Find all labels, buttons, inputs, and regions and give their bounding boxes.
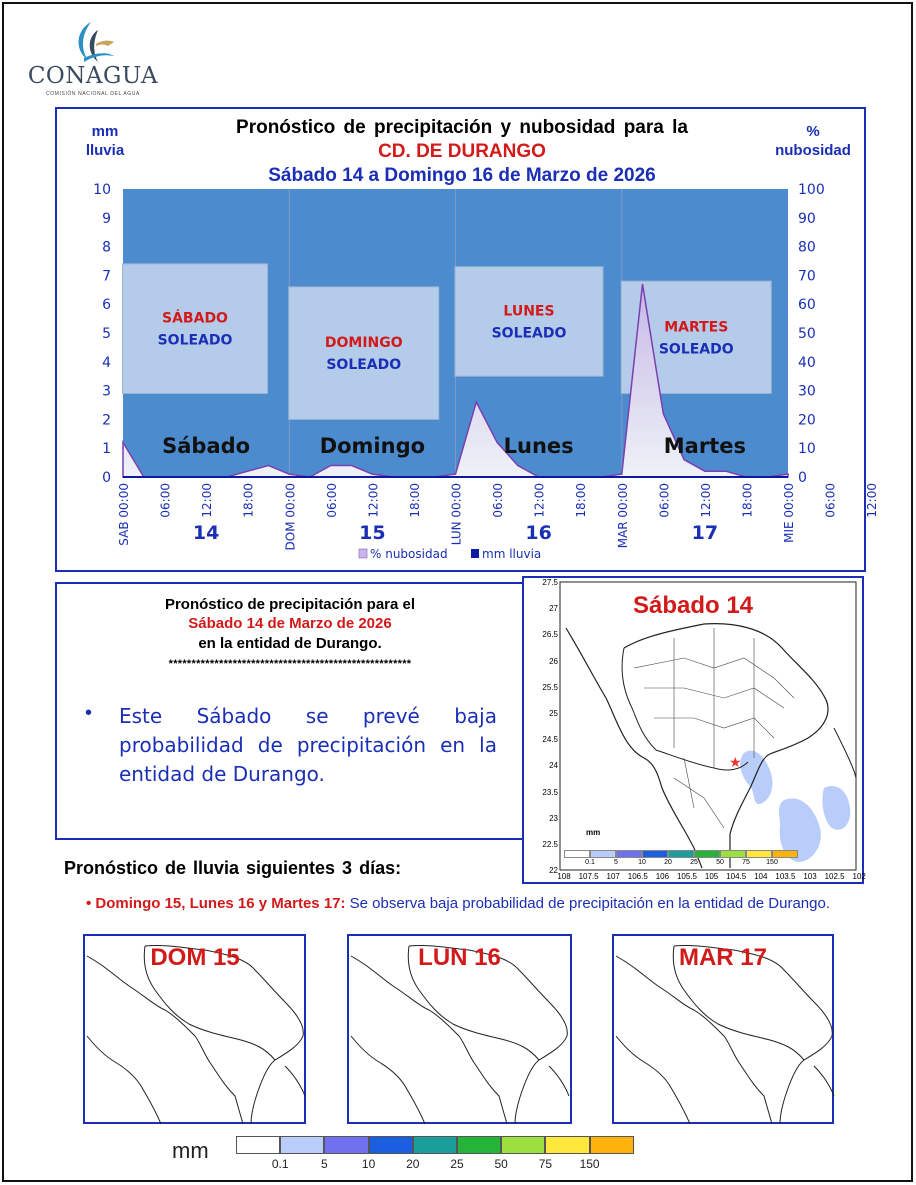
legend-label: 150 — [579, 1157, 600, 1171]
state-map-ytick: 22.5 — [542, 840, 558, 849]
y-tick-label: 8 — [102, 239, 111, 256]
state-map-scale-label: 150 — [766, 859, 778, 866]
chart-title: Pronóstico de precipitación y nubosidad para la — [236, 117, 688, 138]
x-tick-label: LUN 00:00 — [449, 483, 464, 546]
legend-swatch — [457, 1136, 501, 1154]
day-card — [123, 264, 268, 394]
state-map-xtick: 106 — [655, 872, 670, 881]
legend-label: 25 — [450, 1157, 464, 1171]
state-map-xtick: 103.5 — [775, 872, 796, 881]
state-map-xtick: 104 — [754, 872, 768, 881]
state-map-scale-label: 50 — [716, 859, 724, 866]
day-name-label: Lunes — [503, 434, 574, 458]
state-map-scale-label: 5 — [614, 859, 618, 866]
x-tick-label: 12:00 — [698, 483, 713, 518]
durango-star-icon: ★ — [729, 755, 742, 771]
state-map-unit: mm — [586, 828, 601, 837]
state-precip-map — [524, 578, 864, 884]
map-title-lun: LUN 16 — [418, 944, 501, 971]
y-tick-label: 9 — [102, 210, 111, 227]
state-map-ytick: 27.5 — [542, 578, 558, 587]
state-map-ytick: 27 — [549, 604, 558, 614]
state-map-xtick: 102.5 — [824, 872, 845, 881]
y2-tick-label: 50 — [798, 326, 816, 342]
legend-swatch — [369, 1136, 413, 1154]
state-map-scale-label: 0.1 — [585, 859, 595, 866]
state-map-scale-swatch — [668, 850, 694, 858]
separator-stars: ***************************************************** — [168, 658, 412, 670]
map-dom-15 — [83, 934, 306, 1124]
logo-emblem-icon — [18, 18, 168, 68]
y2-tick-label: 10 — [798, 441, 816, 458]
state-map-xtick: 105 — [704, 872, 719, 881]
day-card — [455, 267, 603, 376]
state-map-ytick: 22 — [549, 866, 558, 876]
legend-label: 75 — [538, 1157, 553, 1171]
state-map-ytick: 24.5 — [542, 735, 558, 745]
state-map-ytick: 23.5 — [542, 787, 558, 797]
y2-tick-label: 40 — [798, 354, 816, 371]
day-number-label: 16 — [525, 522, 552, 544]
x-tick-label: 12:00 — [200, 483, 215, 518]
state-map-xtick: 107.5 — [578, 872, 599, 881]
state-map-ytick: 23 — [549, 813, 558, 823]
legend-swatch — [501, 1136, 545, 1154]
x-tick-label: SAB 00:00 — [117, 483, 131, 546]
y2-tick-label: 30 — [798, 383, 816, 400]
state-map-panel — [522, 576, 864, 884]
map-title-dom: DOM 15 — [150, 944, 240, 971]
y-tick-label: 7 — [102, 268, 111, 285]
x-tick-label: 18:00 — [407, 483, 422, 518]
card-day-label: SÁBADO — [162, 310, 228, 327]
y2-tick-label: 80 — [798, 239, 816, 256]
x-tick-label: 12:00 — [532, 483, 547, 518]
x-tick-label: 06:00 — [491, 483, 506, 518]
x-tick-label: 12:00 — [366, 483, 381, 518]
legend-label: 10 — [361, 1157, 376, 1171]
state-map-title: Sábado 14 — [632, 592, 754, 619]
state-map-xtick: 104.5 — [726, 872, 747, 881]
state-map-scale-swatch — [590, 850, 616, 858]
x-tick-label: 06:00 — [324, 483, 339, 518]
day-number-label: 15 — [359, 522, 386, 544]
y-tick-label: 1 — [102, 441, 111, 458]
legend-swatch — [545, 1136, 589, 1154]
bullet-icon: • — [85, 702, 93, 724]
next-days-text — [86, 894, 846, 913]
y2-tick-label: 20 — [798, 412, 816, 429]
y-tick-label: 6 — [102, 297, 111, 314]
day-number-label: 17 — [691, 522, 719, 544]
legend-swatch — [280, 1136, 324, 1154]
y-tick-label: 5 — [102, 326, 111, 342]
legend-swatch — [324, 1136, 368, 1154]
y-tick-label: 4 — [102, 354, 111, 371]
state-map-ytick: 24 — [549, 761, 558, 771]
x-tick-label: MAR 00:00 — [615, 483, 630, 549]
y-tick-label: 2 — [102, 412, 111, 429]
x-tick-label: 18:00 — [241, 483, 256, 518]
legend-label: 20 — [406, 1157, 420, 1171]
next-days-label: Domingo 15, Lunes 16 y Martes 17: — [95, 895, 346, 912]
card-day-label: DOMINGO — [324, 335, 403, 352]
day-name-label: Martes — [663, 434, 746, 458]
day-number-label: 14 — [192, 522, 220, 544]
legend-swatch — [236, 1136, 280, 1154]
legend-unit: mm — [172, 1138, 209, 1163]
y2-tick-label: 0 — [798, 470, 807, 486]
map-lun-16 — [347, 934, 572, 1124]
forecast-chart — [57, 169, 880, 569]
card-sky-label: SOLEADO — [326, 357, 402, 374]
state-map-scale-swatch — [564, 850, 590, 858]
state-map-scale-label: 20 — [664, 859, 672, 866]
x-tick-label: 06:00 — [823, 483, 838, 518]
state-map-scale-swatch — [694, 850, 720, 858]
day-name-label: Domingo — [319, 434, 426, 458]
y-tick-label: 0 — [102, 470, 111, 486]
y2-tick-label: 100 — [798, 182, 825, 198]
x-tick-label: 18:00 — [574, 483, 589, 518]
state-map-scale-label: 75 — [742, 859, 750, 866]
state-map-ytick: 26.5 — [542, 630, 558, 640]
next-days-heading: Pronóstico de lluvia siguientes 3 días: — [64, 858, 402, 878]
chart-dates: Sábado 14 a Domingo 16 de Marzo de 2026 — [268, 165, 656, 186]
logo-subtext: COMISIÓN NACIONAL DEL AGUA — [46, 91, 140, 97]
legend-swatch — [413, 1136, 457, 1154]
next-days-bullet: • — [86, 895, 96, 912]
legend-label-lluvia: mm lluvia — [482, 547, 542, 561]
map-mar-17 — [612, 934, 834, 1124]
x-tick-label: 06:00 — [158, 483, 173, 518]
conagua-logo — [18, 18, 168, 102]
y2-tick-label: 90 — [798, 210, 816, 227]
state-map-ytick: 25.5 — [542, 682, 558, 692]
x-tick-label: 06:00 — [657, 483, 672, 518]
state-map-xtick: 105.5 — [676, 872, 698, 881]
x-tick-label: DOM 00:00 — [283, 483, 298, 551]
legend-label: 5 — [321, 1157, 328, 1171]
y-tick-label: 3 — [102, 383, 111, 400]
legend-swatch — [590, 1136, 634, 1154]
x-tick-label: 12:00 — [865, 483, 880, 518]
y2-tick-label: 70 — [798, 268, 816, 285]
y2-tick-label: 60 — [798, 297, 816, 314]
forecast-line3: en la entidad de Durango. — [198, 635, 382, 652]
card-sky-label: SOLEADO — [157, 332, 233, 349]
logo-text: CONAGUA — [27, 63, 159, 89]
card-sky-label: SOLEADO — [658, 341, 734, 358]
left-axis-title: mm lluvia — [85, 123, 125, 159]
state-map-xtick: 102 — [852, 872, 866, 881]
forecast-bullet: Este Sábado se prevé baja probabilidad de precipitación en la entidad de Durango. — [119, 704, 497, 786]
x-tick-label: MIE 00:00 — [782, 483, 796, 543]
state-map-scale-swatch — [642, 850, 668, 858]
map-title-mar: MAR 17 — [678, 944, 768, 971]
x-tick-label: 18:00 — [740, 483, 755, 518]
state-map-xtick: 106.5 — [627, 872, 648, 881]
y-tick-label: 10 — [93, 182, 111, 198]
state-map-scale-label: 25 — [690, 859, 698, 866]
forecast-line1: Pronóstico de precipitación para el — [164, 596, 416, 613]
legend-swatch-nubosidad — [359, 549, 367, 558]
day-card — [289, 287, 439, 419]
next-days-description: Se observa baja probabilidad de precipitación en la entidad de Durango. — [345, 895, 831, 912]
legend-label: 0.1 — [271, 1157, 289, 1171]
legend-swatch-lluvia — [471, 549, 479, 558]
forecast-chart-panel — [55, 107, 880, 572]
card-day-label: MARTES — [664, 319, 729, 336]
state-map-scale-swatch — [616, 850, 642, 858]
state-map-scale-label: 10 — [638, 859, 646, 866]
state-map-ytick: 26 — [549, 656, 558, 666]
card-sky-label: SOLEADO — [491, 325, 567, 342]
state-map-scale-swatch — [772, 850, 798, 858]
forecast-date: Sábado 14 de Marzo de 2026 — [188, 615, 392, 632]
chart-city: CD. DE DURANGO — [378, 141, 546, 162]
state-map-xtick: 103 — [803, 872, 817, 881]
state-map-ytick: 25 — [549, 709, 558, 718]
forecast-text-panel — [55, 582, 525, 840]
state-map-scale-swatch — [720, 850, 746, 858]
right-axis-title: % nubosidad — [775, 123, 851, 159]
day-name-label: Sábado — [162, 434, 251, 458]
state-map-xtick: 108 — [557, 872, 571, 881]
state-map-xtick: 107 — [606, 872, 620, 881]
card-day-label: LUNES — [503, 303, 555, 320]
legend-label-nubosidad: % nubosidad — [370, 547, 448, 561]
legend-label: 50 — [494, 1157, 508, 1171]
state-map-scale-swatch — [746, 850, 772, 858]
